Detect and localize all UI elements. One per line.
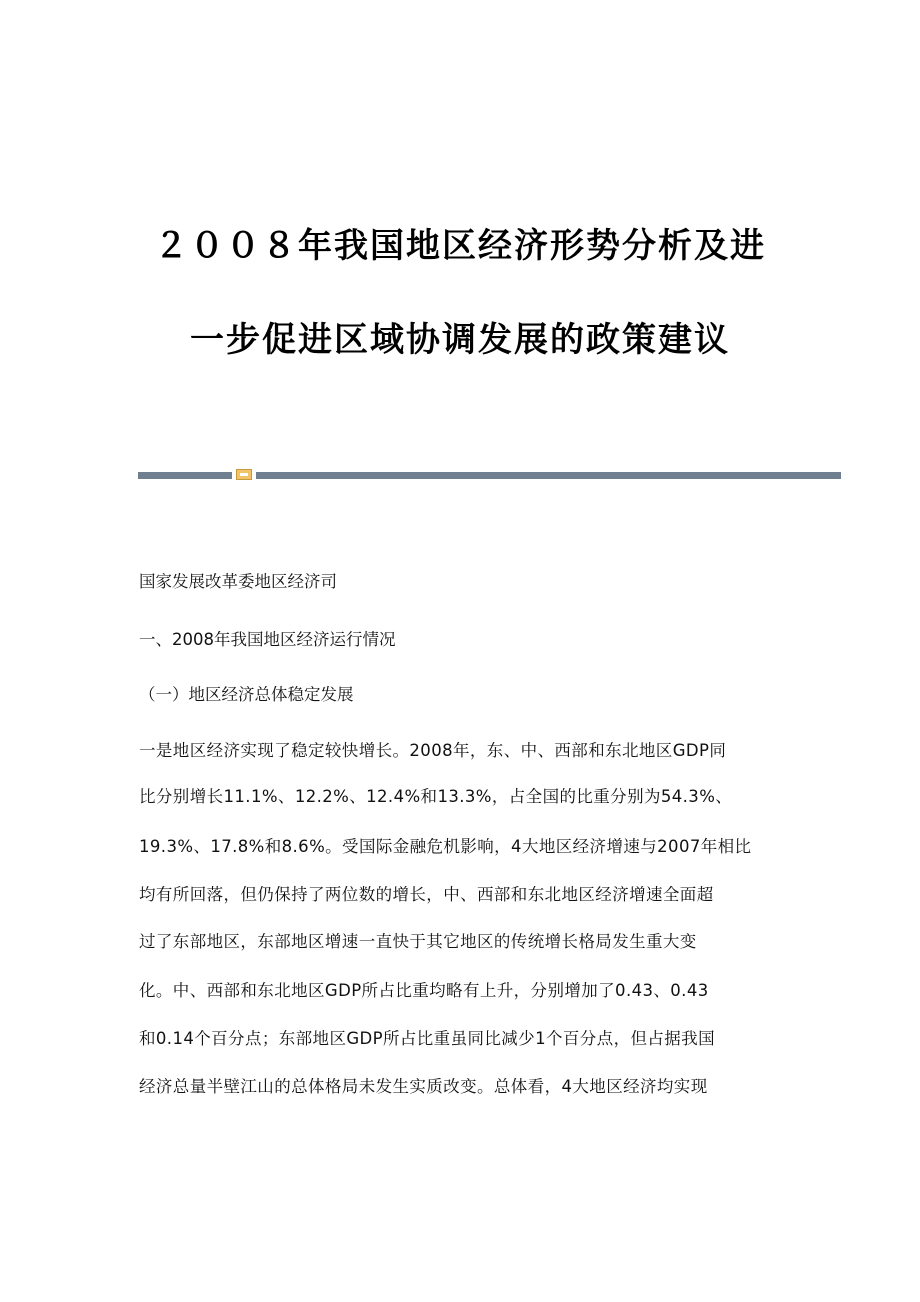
title-line-1: ２００８年我国地区经济形势分析及进	[154, 226, 766, 266]
paragraph-line: 和0.14个百分点；东部地区GDP所占比重虽同比减少1个百分点，但占据我国	[139, 1029, 715, 1048]
paragraph-line: 均有所回落，但仍保持了两位数的增长，中、西部和东北地区经济增速全面超	[139, 885, 714, 904]
divider-left	[138, 472, 232, 479]
paragraph-line: 过了东部地区，东部地区增速一直快于其它地区的传统增长格局发生重大变	[139, 932, 697, 951]
paragraph-line: 一是地区经济实现了稳定较快增长。2008年，东、中、西部和东北地区GDP同	[139, 741, 727, 760]
divider-ornament-icon	[236, 469, 252, 480]
author-line: 国家发展改革委地区经济司	[139, 572, 337, 591]
paragraph-line: 化。中、西部和东北地区GDP所占比重均略有上升，分别增加了0.43、0.43	[139, 981, 709, 1000]
paragraph-line: 经济总量半壁江山的总体格局未发生实质改变。总体看，4大地区经济均实现	[139, 1077, 708, 1096]
section-heading: 一、2008年我国地区经济运行情况	[139, 630, 396, 649]
divider-right	[256, 472, 841, 479]
subsection-heading: （一）地区经济总体稳定发展	[139, 685, 354, 704]
paragraph-line: 比分别增长11.1%、12.2%、12.4%和13.3%，占全国的比重分别为54.3%、	[139, 787, 733, 806]
title-line-2: 一步促进区域协调发展的政策建议	[190, 320, 730, 360]
paragraph-line: 19.3%、17.8%和8.6%。受国际金融危机影响，4大地区经济增速与2007年相比	[139, 837, 752, 856]
